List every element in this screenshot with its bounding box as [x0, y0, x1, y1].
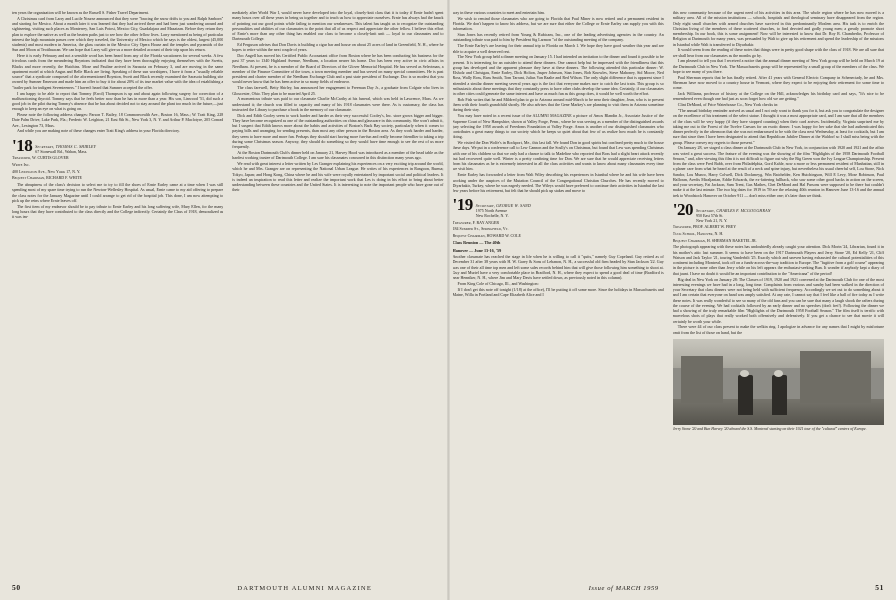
- paragraph: Jack Williams, professor of history at the College on the Hill, acknowledges his birthday card and says, "It's nice to be remembered even though one had just as soon forget how old we are getting.": [672, 91, 884, 102]
- class-year-1918: '18: [12, 135, 33, 155]
- secretary-address-2: New York 21, N. Y.: [695, 217, 728, 223]
- page-number-left: 50: [12, 583, 21, 592]
- paragraph: Here it is early February and not a sensible word has been heard from any of the Florida vacationers for several weeks. A few frivolous cards from the meandering Boyntons indicated that they have been thoroughly enjoying themselves with the Swetts, Blacks and more recently, the Hutchins. Mose and Pauline arrived in Sarasota on February 3, and are moving in the same apartment motel at which Angus and Belle Black are living. Speaking of these sun worshipers, I have it from a "usually reliable source" that a syndicate composed of the aforementioned Boynton, Swett and Black recently examined the Sarasota building site owned by Sumner Emerson and made him an offer to buy it for about 20% of its true market value with the idea of establishing a "trailer park for indigent Seventeeners." I haven't heard that Sumner accepted the offer.: [12, 53, 224, 90]
- paragraph: There were 44 of our class present to make the welkin ring. I apologize in advance for any names that I might by misfortune omit from the list of those on hand, but the: [672, 324, 884, 335]
- paragraph: We wish to remind those classmates who are going to Florida that Paul Miner is now retired and a permanent resident in Florida. We don't happen to know his address, but we are sure that either the College or Ernie Earley can supply you with this information.: [452, 15, 664, 32]
- page-footer: [12, 583, 884, 592]
- class-officers: [35, 138, 223, 154]
- paragraph: ten years the organization will be known as the Russell S. Fisher Travel Department.: [12, 10, 149, 15]
- paragraph: On January 28, we staged a class dinner at the Dartmouth Club in New York, in conjunction with 1920 and 1921 and the affair was voted a great success. The feature of the evening was the showing of the film "Highlights of the 1958 Dartmouth Football Season," and, after viewing this film it is not difficult to figure out why the Big Green won the Ivy League Championship. Present from the class were Fred Babb, over from Philadelphia, Gord Kahle, now a more or less permanent resident of Manhattan, still in a planer care from what he heard at the result of a neck and spine injury, but nevertheless his usual cheerful self, Lou Stone, Nick Sandor, Lou Munro, Harry Colwell, Dick Dockmeyg, Win Batchelder, Ken Hutchingson, Will E Levy, Mose Robinson, Paul Halloran, Avedis Miraljanian, Eddie Edwards, the ex-fattering fullback, who saw some other good backs in action on the screen, and your secretary, Fat Jackson, Sam Trent, Gus Mathes, Chet DeMond and Hal Parsons were supposed to be there but couldn't make it at the last minute. The two big dates for 1919 in '59 are the relaxing 40th reunion in Hanover June 13-16 and the annual trek to Woodstock Hanover on October 911 — don't miss either one; it's later than we think.: [672, 145, 884, 198]
- class-year-heading: [672, 199, 884, 223]
- secretary-address-2: New Rochelle, N. Y.: [475, 213, 509, 219]
- class-notes-1919: [453, 197, 664, 297]
- photo-figure-left: [738, 375, 753, 415]
- paragraph: mediately after World War I, would never have developed into the loyal, closely-knit class that it is today if Ernie hadn't spent many hours over all these years in being us together and to teach us how to appreciate ourselves. Ernie has always had the knack of pointing out our good points while failing to mention our weaknesses. This talent has taught us to recognize the outstanding personalities and abilities of our classmates to the point that all of us respect and appreciate the other fellow. I believe this effort of Ernie's more than any other thing has enabled our class to become a closely-knit unit — loyal to our classmates and to Dartmouth College.: [232, 10, 444, 42]
- paragraph: Big deal in New York on January 28: The Classes of 1919, 1920 and 1921 convened at the Dartmouth Club for one of the most interesting evenings we have had in a long, long time. Complaints from various and sundry had been walked in the direction of your Secretary that class dinners were not being held with sufficient frequency. Accordingly we set out to do something about it and I am certain that everyone on hand was amply satisfied. At any rate, I cannot say that I feel like a ball of fire today as I write these notes. It was really wonderful to see so many of the old fans and you can be sure that many a laugh shook the rafters during the course of the evening. We had cocktails followed by an early dinner and no speeches (don't fret!). Following the dinner we had a showing of the truly remarkable film "Highlights of the Dartmouth 1958 Football Season." The film itself is terrific with marvelous shots of plays that really worked both offensively and defensively. If you get a chance to see that movie it will certainly be worth your while.: [672, 276, 884, 324]
- secretary-label: Secretary, THOMAS C. SHIRLEY: [35, 143, 97, 149]
- class-officers: [476, 197, 664, 218]
- photo-caption: Jerry Stone '20 and Bun Harvey '20 aboard the S.S. Montreal starting on their 1921 tour of the "cultural" centers of Europe.: [672, 426, 867, 431]
- column-4: [673, 10, 884, 570]
- photo-structure-right: [800, 351, 872, 403]
- class-notes-1918: [12, 135, 224, 220]
- paragraph: If I don't get this note off tonight (1/18) at the office), I'll be putting it off some more. Since the holidays in Massachusetts and Maine, Willa in Portland and Cape Elizabeth Alice and I: [452, 286, 664, 298]
- column-3: [453, 10, 664, 570]
- treasurer-label: Treasurer, W. CURTIS GLOVER: [12, 155, 69, 161]
- secretary-label: Secretary, GEORGE W. SAND: [475, 203, 531, 209]
- treasurer-address: Write Inc.: [12, 162, 30, 168]
- publication-title: DARTMOUTH ALUMNI MAGAZINE: [237, 585, 372, 592]
- paragraph: The abruptness of the class's decision to select me to try to fill the shoes of Ernie Earley came at a time when I was still spending most of my spare time trying to run the Newton-Wellesley Hospital. As usual, Ernie came to my aid offering to prepare the class notes for the January Magazine until I could arrange to get rid of the hospital job. This done, I am now attempting to pick up the reins where Ernie leaves off.: [12, 182, 224, 203]
- paragraph: Ed Ferguson advises that Don Davis is building a cigar bar and house on about 25 acres of land in Greenfield, N. H., where he hopes to retire within the next couple of years.: [232, 42, 444, 53]
- secretary-address: 950 East 57th St.: [695, 212, 724, 218]
- issue-label: Issue of MARCH 1959: [588, 585, 659, 592]
- paragraph: The photograph appearing with these notes has undoubtedly already caught your attention. Dick Morin '24, Librarian, found it in his mother's attic last summer. It seems to have been on the 1917 Dartmouth Players and Jerry Stone '20, Ed Kelly '21, Cliff Watson and Jack Taylor '21, touring Vanderbilt '25. Exactly which and uneven having exhausted the cultural potentialities of this continent including Montreal, took off on a funds-across-the-way tradition to Europe. The "fugitive from a golf course" appearing in the picture is none other than Jerry while on his left appears the enthusiast-seeking Bun. It wonder if anybody kept a diary of that jaunt. I have no doubt it would be an important contribution to the "Americana" of the period!: [672, 244, 884, 276]
- page-gutter: [447, 0, 450, 600]
- paragraph: Dick and Edith Cooley seem to work harder and harder as their very successful Cooley's, Inc. store grows bigger and bigger. They have become recognized as one of the outstanding authorities on china and glassware in this community. She won't admit it, but I suspect that Edith knows more about the habits and activities of Boston's Back Bay society, particularly when it comes to paying bills and arranging for sending presents, than most any other person in the Boston area. As they work harder and harder, they seem to have more and more fun. Perhaps they should start having more fun-fun and really become friendlier to taking a trip during some Christmas season. Anyway, they should do something so they would have time enough to see the rest of us more frequently.: [232, 112, 444, 150]
- page-number-right: 51: [875, 583, 884, 592]
- secretary-address: 1975 North Avenue: [475, 208, 507, 214]
- paragraph: Stan Jones has recently retired from Young & Rubicam, Inc., one of the leading advertising agencies in the country. An outstanding tribute was paid to him by President Sig Larmon "of the outstanding meeting of the company.: [452, 32, 664, 43]
- column-2: [232, 10, 443, 570]
- paragraph: We read with great interest a letter written by Les Granger explaining his experiences on a very exciting trip around the world, which he and Mrs. Granger are on representing the National Urban League. He writes of his experiences in Rangoon, Burma; Tokyo, Japan; and Hong Kong, China where he and his wife were royally entertained by important social and political leaders. It is indeed an inspiration to read this letter and realize the important work that Les is doing in his effort to bring about better understanding between these countries and the United States. It is interesting to note the important people who have gone out of their: [232, 161, 444, 193]
- paragraph: Doc Angell has moved his Certified Public Accountant office from Boston where he has been conducting his business for the past 37 years to 1340 Highland Avenue, Needham, a location nearer his home. Doc has been very active in civic affairs in Needham. At present, he is a member of the Board of Directors of the Glover Memorial Hospital. He has served as Selectman, a member of the Finance Committee of the town, a town meeting member and has served on many special committees. He is past president and charter member of the Needham Exchange Club and a past state president of Exchange. Doc is so modest that you would never know that he has been active in so many fields of endeavor.: [232, 53, 444, 85]
- treasurer-address: Tuck School, Hanover, N. H.: [672, 231, 724, 237]
- paragraph: I am happy to be able to report that Tommy (Errol) Thompson is up and about again following surgery for correction of a malfunctioning thyroid. Tommy says that he feels better now than he has in more than a year. His son, Linwood '51, did such a good job in the pilot during Tommy's absence that he has about decided not to stay around the plant too much in the future,—just enough to keep an eye on what is going on.: [12, 90, 224, 112]
- paragraph: Bob Fish writes that he and Mildred plan to go to Arizona around mid-March to be near their daughter, Jean, who is to present them with their fourth grandchild shortly. He also advises that the Gene Markey's are planning to visit them in Arizona sometime during their stay.: [452, 96, 664, 113]
- paragraph: Paul Sherman reports that he has finally retired. After 41 years with General Electric Company in Schenectady, he and Mrs. Sherman have now moved to a country house in Vermont, where they expect to be enjoying their retirement for some time to come.: [672, 74, 884, 91]
- paragraph: this new community because of the urgent need of his activities in this area. The whole region where he has now moved is a military area. All of the mission institutions — schools, hospitals and theological seminary have disappeared from the region. Only eight small churches with armed churches have survived in this predominantly Moslem area. His task is to enrich the Christian living of the members of these scattered churches, to find devoted and godly young men; a greatly promote short membership. In our book, this is some assignment! Now will be interested to know that Dr. Roy R. Chamberlin, Professor of Religion at Dartmouth for many years, was persuaded by Walt to give up his retirement and spend the leadership of the missions in Istanbul while Walt is transferred to Diyarbakir.: [672, 10, 884, 47]
- column-1: [12, 10, 223, 570]
- paragraph: Clint DeMond, of Price Waterhouse Co., New York checks in:: [677, 102, 779, 108]
- paragraph: You may have noted in a recent issue of the ALUMNI MAGAZINE a picture of Amos Blandin Jr., Associate Justice of the Supreme Court of New Hampshire, shown at Valley Forge, Penn., where he was serving as a member of the distinguished awards jury selecting the 1958 awards of Freedoms Foundation at Valley Forge. Amos is another of our distinguished classmates who contributes a great many things to our society which he keeps so quiet about that few of us realize how much he is constantly doing.: [452, 113, 664, 140]
- paragraph: At the Boston Dartmouth Club's dinner held on January 21, Harvey Hood was introduced as a member of the head table as the hardest working trustee of Dartmouth College. I am sure his classmates concurred in this distinction many years ago.: [232, 150, 444, 161]
- photo-structure-left: [681, 356, 723, 402]
- class-year-heading: [12, 135, 223, 155]
- bequest-chairman: Bequest Chairman, HOWARD W. COLE: [452, 233, 522, 239]
- paragraph: Please note the following address changes: Parson T. Bailey, 18 Commonwealth Ave., Boston 16, Mass.; W. Tratt King, 228 Date Palm Drive, Lake Park, Fla.; Frederic W. Leighton, 21 East 8th St., New York 3, N. Y. and Arthur P. Maclotyre, 205 Conrad Ave., Lexington 73, Mass.: [12, 112, 224, 128]
- class-notes-1920: [672, 199, 884, 335]
- archival-photo: [673, 339, 884, 432]
- paragraph: It would seem from the reading of these notes that things were in pretty good shape with the class of 1918. We are all sure that we shall hear from our classmates as the months go by.: [672, 47, 884, 58]
- treasurer-address-2: 400 Lexington Ave., New York 17, N. Y.: [12, 168, 81, 174]
- secretary-address: 67 Stonewall Rd., Wahan, Mass.: [35, 148, 88, 154]
- paragraph: I am pleased to tell you that I received a notice that the annual dinner meeting of New York group will be held on March 19 at the Dartmouth Club in New York. The Massachusetts group will be represented by a small group of the members of the class. We hope to see many of you there.: [672, 58, 884, 74]
- paragraph: And while you are making note of these changes enter Tratt King's address in your Florida directory.: [17, 128, 180, 134]
- paragraph: Another classmate has reached the stage in life when he is willing to call it "quits," namely Guy Copeland. Guy retired as of December 31 after 38 years with H. W. Garey & Sons of Lebanon, N. H., a successful old firm headed by Stan Jackson '22. Guy was one of their all time top men and left some sales records behind him that will give those following him something to shoot at. Guy and Muriel have a very comfortable place in Bradford, N. H., where they expect to spend a good deal of time (Bradford is near Henniker, N. H., where Jim and Mary Davis have settled down, as previously noted in this column).: [452, 254, 664, 281]
- photo-figure-right-head: [774, 370, 783, 377]
- bequest-chairman: Bequest Chairman, H. SHERMAN BAKETEL JR.: [672, 237, 757, 243]
- paragraph: Ernie Earley has forwarded a letter from Walt Wiley describing his experiences in Istanbul where he and his wife have been working under the auspices of the Mutation Council of the Congregational Christian Churches. He has recently moved to Diyarbakir, Turkey, where he was eagerly needed. The Wileys would have preferred to continue their activities in Istanbul the last few years before his retirement, but felt that he should pick up stakes and move to: [452, 172, 664, 193]
- paragraph: way in these various countries to meet and entertain him.: [452, 10, 545, 15]
- paragraph: The class farewell, Betty Shirley, has announced her engagement to Freeman Day Jr., a graduate from Colgate who lives in Gloucester, Ohio. They plan to be married April 25.: [232, 85, 444, 96]
- paragraph: A Christmas card from Larry and Lucile Nourse announced that they were "bracing the snow drifts to you and Ralph Sanborn" and starting for Mexico. About a month later it was learned that they had arrived there and had been just wandering around and sightseeing, visiting such places as Monterrey, San Luis Potosi, Mexico City, Guadalajara and Mazatzan. Before they return they plan to explore the native as well as the beaten paths just to see how the other fellow lives. Larry mentioned as being of particular interest the high mountain passes over which they traveled, the University of Mexico which he says is the oldest, largest (45,000 students) and most modern in America, the glass curtain in the Mexico City Opera House and the temples and pyramids of the Sun and Moon at Teotihuacan. We can hope that Larry will give us a more detailed account of their trip upon his return.: [12, 15, 224, 53]
- paragraph: The New York group held a dinner meeting on January 15. I had intended an invitation to the dinner and found it possible to be present. It is interesting for an outsider to attend these dinners. One cannot help but be impressed with the friendliness that this group has developed and the apparent pleasure they have at these dinners. The following attended this particular dinner: W. Elsholz and Christgau, Ernie Earley, Dick Holton, Jasper Johnson, Stan Jones, Bob Knowles, Steve Mahoney, Sid Moore, Ned Ross, Wally Ross, Russ Smith, Tom Tarrant, Julius Van Raalte and Red Wilson. The only slight difference that is apparent since I attended a similar dinner meeting several years ago is the fact that everyone makes sure to catch the last train. This group is so enthusiastic about these meetings that they constantly press to have other clubs develop the same idea. Certainly, if our classmates in other cities could generate the same interest and have as much fun as this group does, it would be well worth the effort.: [452, 54, 664, 97]
- class-year-heading: [453, 197, 664, 218]
- class-year-1919: '19: [452, 195, 473, 215]
- reunion-subhead: Class Reunion — The 40th: [452, 240, 501, 246]
- secretary-label: Secretary, CHARLES F. MCGOUGHRAN: [695, 207, 771, 213]
- treasurer-label: Treasurer, PROF. ALBERT W. FREY: [672, 224, 737, 230]
- paragraph: The first item of my endeavor should be to pay tribute to Ernie Earley and his long suffering wife, Mary Ellen, for the many long hours that they have contributed to the class directly and the College indirectly. Certainly the Class of 1918, demoralized as it was im-: [12, 203, 224, 220]
- paragraph: "The annual birthday reminder arrived as usual and I not only want to thank you for it, but ask you to congratulate the designer on the excellence of his treatment of the select statue. I thought it was a most appropriate card, and I am sure that all the members of the class will be very happy (if they have stopped counting) when their card arrives. Incidentally, Virginia surprised me by taking me out to the Forest of the Twelve Caesars for an exotic dinner. I was happy for her sake that she had authenticated this dinner perfectly in the afternoon that she was not embarrassed to be with the class next Wednesday, at least for cocktails, but I am sure that since then I have been designated to attend that Republican Jubilee Dinner at the Waldorf so I shall miss being with the group. Please convey my regrets to those present.": [672, 108, 884, 145]
- paragraph: The Ernie Earley's are leaving for their annual trip to Florida on March 1. We hope they have good weather this year and are able to acquire a well deserved rest.: [452, 43, 664, 54]
- bequest-chairman: Bequest Chairman, RICHARD F. WHITE: [12, 175, 82, 181]
- paragraph: A momentous tribute was paid to our classmate Charlie McCarthy at his funeral, which was held in Lawrence, Mass. As we understand it; the church was filled to capacity and many of his 1918 classmates were there. As is customary, the class has instructed the Library to purchase a book in the memory of our classmate.: [232, 96, 444, 112]
- photo-figure-right: [772, 375, 787, 415]
- photo-figure-left-head: [740, 370, 749, 377]
- treasurer-address: 184 Summer St., Springfield, Vt.: [452, 226, 509, 232]
- reunion-subhead-2: Hanover — June 13-16, '59: [452, 247, 502, 253]
- class-year-1920: '20: [672, 199, 693, 219]
- paragraph: We visited the Don Wolfe's in Rockport, Me., this last fall. We found Don in good spirits but confined pretty much to the house these days. We put in a conference call to Lew Cannon and the Scully's on Christmas, but found that Lew was spending Christmas with one of his children so that we only had a chance to talk to Madeline who reported that Boss had a slight heart attack recently but had recovered quite well. Winter is a pretty confining time for Don. We are sure that he would appreciate receiving letters from his classmates as he is extremely interested in all the class activities and wants to know about many classmates every time we visit him.: [452, 140, 664, 172]
- photo-image: [673, 339, 884, 425]
- treasurer-label: Treasurer, F. RAY ANGER: [452, 219, 500, 225]
- paragraph: From King Cole of Chicago, Ill., and Washington:: [457, 281, 539, 287]
- class-officers: [696, 202, 884, 223]
